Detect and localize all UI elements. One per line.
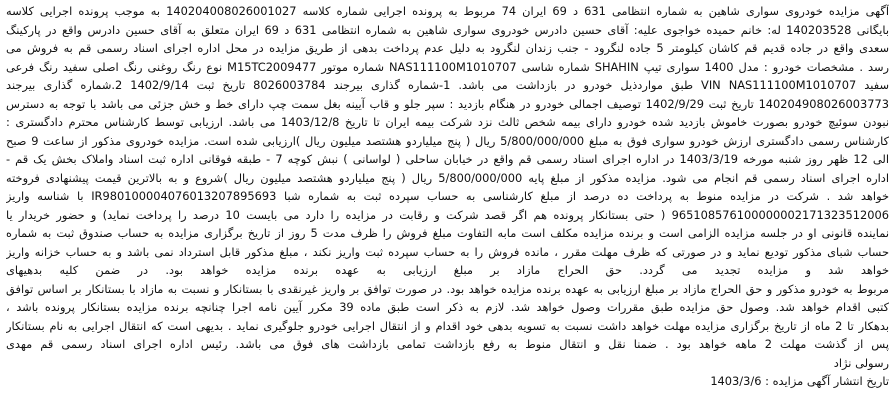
notice-line-18: بدهکار تا 2 ماه از تاریخ برگزاری مزایده مهلت خواهد داشت نسبت به تسویه بدهی خود اقدام و از انتقال اجرایی خودرو جلوگیری نماید . بدیهی است که انتقال اجرایی به نام بستانکار <box>6 318 889 333</box>
notice-line-6: 140204908026003773 تاریخ ثبت 1402/9/29 توصیف اجمالی خودرو در هنگام بازدید : سپر جلو و قاب آیینه بغل سمت چپ دارای خط و خش جزئی می باشد با توجه به دسترس <box>6 96 889 111</box>
notice-line-8: کارشناس رسمی دادگستری ارزش خودرو سواری فوق به مبلغ 5/800/000/000 ریال ( پنج میلیاردو هشتصد میلیون ریال )ارزیابی شده است. مزایده خودروی مذکور از ساعت 9 صبح <box>6 133 889 148</box>
notice-line-9: الی 12 ظهر روز شنبه مورخه 1403/3/19 در اداره اجرای اسناد رسمی قم واقع در خیابان ساحلی ( لواسانی ) نبش کوچه 7 - طبقه فوقانی اداره ثبت اسناد واملاک بخش یک قم - <box>6 152 889 166</box>
notice-signatory: رسولی نژاد <box>833 355 889 370</box>
notice-line-11: خواهد شد . شرکت در مزایده منوط به پرداخت ده درصد از مبلغ کارشناسی به حساب سپرده ثبت به شماره شبا IR980100004076013207895693 با شناسه واریز <box>6 189 889 203</box>
notice-line-1: آگهی مزایده خودروی سواری شاهین به شماره انتظامی 631 د 69 ایران 74 مربوط به پرونده اجرایی شماره کلاسه 140204008026001027 به موجب پرونده اجرایی کلاسه <box>6 4 889 18</box>
notice-line-3: سعدی واقع در جاده قدیم قم کاشان کیلومتر 5 جاده لنگرود - جنب زندان لنگرود به دلیل عدم پرداخت بدهی از طریق مزایده در محل اداره اجرای اسناد رسمی قم به فروش می <box>6 41 889 55</box>
notice-line-12: 965108576100000002171323512006 ( حتی بستانکار پرونده هم اگر قصد شرکت و رقابت در مزایده را دارد می بایست 10 درصد را پرداخت نماید) و حضور خریدار یا <box>6 207 889 222</box>
notice-line-2: بایگانی 140203528 له: خانم حمیده خواجوی علیه: آقای حسین دادرس خودروی سواری شاهین به شماره انتظامی 631 د 69 ایران متعلق به آقای حسین دادرس واقع در پارکینگ <box>6 22 889 37</box>
notice-line-16: مربوط به خودرو مذکور و حق الحراج مازاد بر مبلغ ارزیابی به عهده برنده مزایده خواهد بود. در صورت توافق بر واریز غیرنقدی با بستانکار و نسبت به مازاد با بستانکار بر اساس توافق <box>6 281 889 296</box>
notice-line-4: رسد . مشخصات خودرو : مدل 1400 سواری تیپ SHAHIN شماره شاسی NAS111100M1010707 شماره موتور M15TC2009477 نوع رنگ روغنی رنگ اصلی سفید رنگ فرعی <box>6 59 889 74</box>
notice-line-7: نبودن سوئیچ خودرو بصورت خاموش بازدید شده خودرو دارای بیمه شخص ثالث نزد شرکت بیمه ایران تا تاریخ 1403/12/8 می باشد. ارزیابی توسط کارشناس محترم دادگستری : <box>6 115 889 129</box>
notice-line-19: پس از گذشت مهلت 2 ماهه خواهد بود . ضمنا نقل و انتقال منوط به رفع بازداشت تمامی بازداشت های فوق می باشد. رئیس اداره اجرای اسناد رسمی قم مهدی <box>6 337 889 351</box>
notice-line-13: نماینده قانونی او در جلسه مزایده الزامی است و برنده مزایده مکلف است مابه التفاوت مبلغ فروش را ظرف مدت 5 روز از تاریخ برگزاری مزایده به حساب صندوق ثبت به شماره <box>6 226 889 240</box>
notice-line-10: اداره اجرای اسناد رسمی قم انجام می شود. مزایده مذکور از مبلغ پایه 5/800/000/000 ریال ( پنج میلیاردو هشتصد میلیون ریال )شروع و به بالاترین قیمت پیشنهادی فروخته <box>6 170 889 185</box>
notice-line-5: سفید VIN NAS111100M1010707 طبق مواردذیل خودرو در بازداشت می باشد. 1-شماره گذاری بیرجند 8026003784 تاریخ ثبت 1402/9/14 2.شماره گذاری بیرجند <box>6 78 889 92</box>
notice-line-14: حساب شبای مذکور تودیع نماید و در صورتی که ظرف مهلت مقرر ، مانده فروش را به حساب سپرده ثبت واریز نکند ، مبلغ مذکور قابل استرداد نمی باشد و به حساب خزانه واریز <box>6 244 889 259</box>
notice-line-17: کتبی اقدام خواهد شد. وصول حق مزایده طبق مقررات وصول خواهد شد. لازم به ذکر است طبق ماده 39 مکرر آیین نامه اجرا چنانچه برنده مزایده بستانکار پرونده باشد ، <box>6 300 889 314</box>
notice-line-15: خواهد شد و مزایده تجدید می گردد. حق الحراج مازاد بر مبلغ ارزیابی به عهده برنده مزایده خواهد بود. در ضمن کلیه بدهیهای <box>6 263 889 277</box>
publication-date: تاریخ انتشار آگهی مزایده : 1403/3/6 <box>710 374 889 388</box>
